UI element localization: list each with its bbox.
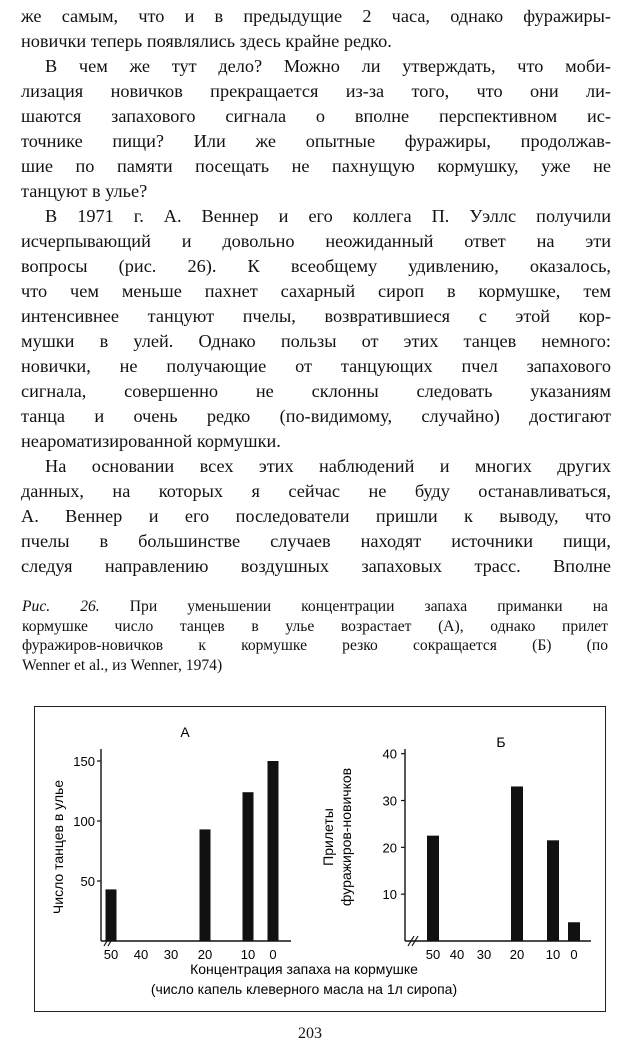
y-tick-label: 10	[382, 887, 397, 903]
bar-10	[547, 840, 559, 941]
x-tick-label: 20	[197, 947, 213, 962]
caption-line-3: фуражиров-новичков к кормушке резко сокращается (Б) (по	[22, 637, 608, 654]
y-tick-label: 20	[382, 840, 397, 856]
y-tick-label: 40	[382, 746, 397, 762]
paragraph	[21, 4, 611, 54]
x-tick-label: 50	[103, 947, 119, 962]
text-line: На основании всех этих наблюдений и многих других	[45, 456, 611, 476]
text-line: В чем же тут дело? Можно ли утверждать, что моби-	[45, 56, 611, 76]
text-line: же самым, что и в предыдущие 2 часа, однако фуражиры-	[21, 6, 611, 26]
x-tick-label: 20	[509, 947, 525, 962]
paragraph	[21, 454, 611, 579]
text-line: сигнала, совершенно не склонны следовать указаниям	[21, 381, 611, 401]
text-line: В 1971 г. А. Веннер и его коллега П. Уэллс получили	[45, 206, 611, 226]
bar-20	[511, 786, 523, 941]
panel-title: А	[180, 724, 190, 740]
text-line: неароматизированной кормушки.	[21, 431, 281, 451]
figure-caption	[22, 597, 608, 675]
figure-xlabel-line-2: (число капель клеверного масла на 1л сиропа)	[150, 981, 458, 997]
text-line: интенсивнее танцуют пчелы, возвратившиеся с этой кор-	[21, 306, 611, 326]
bar-0	[568, 922, 580, 941]
x-tick-label: 0	[269, 947, 277, 962]
y-tick-label: 30	[382, 793, 397, 809]
x-tick-label: 10	[240, 947, 256, 962]
caption-line-1: При уменьшении концентрации запаха приманки на	[129, 598, 608, 615]
bar-50	[106, 889, 117, 941]
x-tick-label: 40	[133, 947, 149, 962]
text-line: новички, не получающие от танцующих пчел запахового	[21, 356, 611, 376]
x-tick-label: 10	[545, 947, 561, 962]
x-tick-label: 30	[476, 947, 492, 962]
text-line: А. Веннер и его последователи пришли к выводу, что	[21, 506, 611, 526]
caption-label: Рис. 26.	[22, 598, 100, 615]
text-line: следуя направлению воздушных запаховых трасс. Вполне	[21, 556, 611, 576]
bar-20	[200, 829, 211, 941]
panel-title: Б	[496, 734, 506, 750]
text-line: данных, на которых я сейчас не буду останавливаться,	[21, 481, 611, 501]
x-tick-label: 50	[425, 947, 441, 962]
body-text	[21, 4, 611, 579]
text-line: шие по памяти посещать не пахнущую кормушку, уже не	[21, 156, 611, 176]
text-line: пчелы в большинстве случаев находят источники пищи,	[21, 531, 611, 551]
paragraph	[21, 54, 611, 204]
figure-chart-canvas	[35, 707, 607, 1013]
x-tick-label: 40	[449, 947, 465, 962]
y-axis-label: Число танцев в улье	[50, 779, 66, 915]
x-tick-label: 30	[163, 947, 179, 962]
text-line: шаются запахового сигнала о вполне перспективном ис-	[21, 106, 611, 126]
bar-10	[243, 792, 254, 941]
y-axis-label-line-1: Прилеты	[320, 808, 336, 866]
caption-line-4: Wenner et al., из Wenner, 1974)	[22, 656, 223, 674]
y-tick-label: 150	[73, 754, 95, 769]
text-line: что чем меньше пахнет сахарный сироп в кормушке, тем	[21, 281, 611, 301]
text-line: мушки в улей. Однако пользы от этих танцев немного:	[21, 331, 611, 351]
y-tick-label: 50	[80, 874, 95, 889]
bar-0	[268, 761, 279, 941]
bar-50	[427, 836, 439, 941]
page-number: 203	[298, 1025, 322, 1042]
figure-xlabel-line-1: Концентрация запаха на кормушке	[190, 961, 418, 977]
paragraph	[21, 204, 611, 454]
caption-line-2: кормушке число танцев в улье возрастает (А), однако прилет	[22, 617, 608, 635]
figure-26	[34, 706, 606, 1012]
text-line: танцуют в улье?	[21, 181, 148, 201]
text-line: танца и очень редко (по-видимому, случайно) достигают	[21, 406, 611, 426]
text-line: исчерпывающий и довольно неожиданный ответ на эти	[21, 231, 611, 251]
text-line: лизация новичков прекращается из-за того, что они ли-	[21, 81, 611, 101]
text-line: вопросы (рис. 26). К всеобщему удивлению, оказалось,	[21, 256, 611, 276]
text-line: точнике пищи? Или же опытные фуражиры, продолжав-	[21, 131, 611, 151]
text-line: новички теперь появлялись здесь крайне редко.	[21, 31, 392, 51]
x-tick-label: 0	[570, 947, 578, 962]
y-axis-label-line-2: фуражиров-новичков	[338, 767, 354, 907]
y-tick-label: 100	[73, 814, 95, 829]
